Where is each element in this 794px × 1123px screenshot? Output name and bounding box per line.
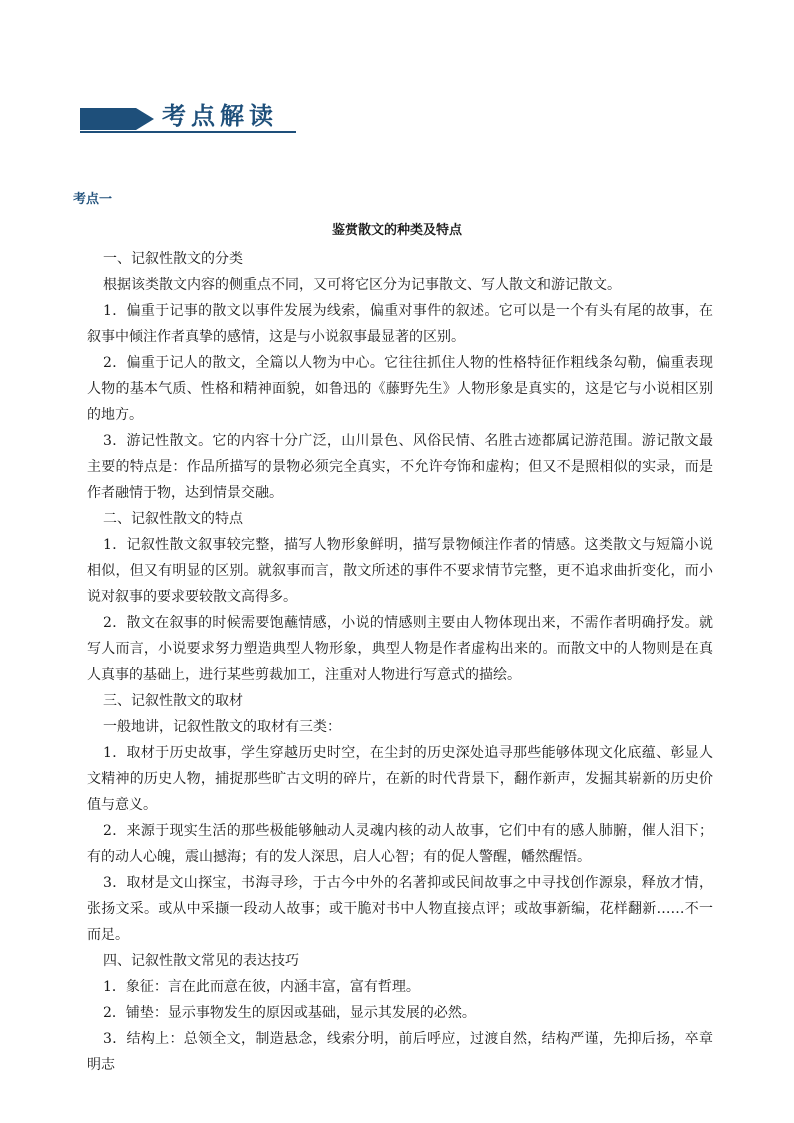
document-title: 鉴赏散文的种类及特点	[331, 223, 462, 238]
paragraph: 3．取材是文山探宝，书海寻珍，于古今中外的名著抑或民间故事之中寻找创作源泉，释放才情，张扬文采。或从中采撷一段动人故事；或干脆对书中人物直接点评；或故事新编，花样翻新……不一而足。	[87, 875, 713, 943]
paragraph: 2．来源于现实生活的那些极能够触动人灵魂内核的动人故事，它们中有的感人肺腑，催人泪下；有的动人心魄，震山撼海；有的发人深思，启人心智；有的促人警醒，幡然醒悟。	[87, 823, 713, 865]
paragraph: 根据该类散文内容的侧重点不同，又可将它区分为记事散文、写人散文和游记散文。	[103, 277, 621, 293]
paragraph: 1．记叙性散文叙事较完整，描写人物形象鲜明，描写景物倾注作者的情感。这类散文与短篇小说相似，但又有明显的区别。就叙事而言，散文所述的事件不要求情节完整，更不追求曲折变化，而小说对叙事的要求要较散文高得多。	[87, 537, 713, 605]
document-body	[87, 246, 713, 1078]
section-heading-2: 二、记叙性散文的特点	[103, 511, 243, 527]
banner-arrow	[136, 108, 154, 130]
paragraph: 3．结构上：总领全文，制造悬念，线索分明，前后呼应，过渡自然，结构严谨，先抑后扬，卒章明志	[87, 1031, 713, 1073]
paragraph: 1．取材于历史故事，学生穿越历史时空，在尘封的历史深处追寻那些能够体现文化底蕴、彰显人文精神的历史人物，捕捉那些旷古文明的碎片，在新的时代背景下，翻作新声，发掘其崭新的历史价值与意义。	[87, 745, 713, 813]
paragraph: 3．游记性散文。它的内容十分广泛，山川景色、风俗民情、名胜古迹都属记游范围。游记散文最主要的特点是：作品所描写的景物必须完全真实，不允许夸饰和虚构；但又不是照相似的实录，而是作者融情于物，达到情景交融。	[87, 433, 713, 501]
section-banner	[80, 98, 296, 136]
paragraph: 2．铺垫：显示事物发生的原因或基础，显示其发展的必然。	[103, 1005, 476, 1021]
paragraph: 1．偏重于记事的散文以事件发展为线索，偏重对事件的叙述。它可以是一个有头有尾的故事，在叙事中倾注作者真挚的感情，这是与小说叙事最显著的区别。	[87, 303, 713, 345]
topic-label: 考点一	[73, 192, 113, 207]
paragraph: 2．散文在叙事的时候需要饱蘸情感，小说的情感则主要由人物体现出来，不需作者明确抒发。就写人而言，小说要求努力塑造典型人物形象，典型人物是作者虚构出来的。而散文中的人物则是在真人真事的基础上，进行某些剪裁加工，注重对人物进行写意式的描绘。	[87, 615, 713, 683]
paragraph: 1．象征：言在此而意在彼，内涵丰富，富有哲理。	[103, 979, 420, 995]
banner-title: 考点解读	[162, 101, 278, 130]
section-heading-1: 一、记叙性散文的分类	[103, 251, 243, 267]
section-heading-4: 四、记叙性散文常见的表达技巧	[103, 953, 299, 969]
banner-underline	[80, 131, 296, 133]
section-heading-3: 三、记叙性散文的取材	[103, 693, 243, 709]
paragraph: 2．偏重于记人的散文，全篇以人物为中心。它往往抓住人物的性格特征作粗线条勾勒，偏重表现人物的基本气质、性格和精神面貌，如鲁迅的《藤野先生》人物形象是真实的，这是它与小说相区别的地方。	[87, 355, 713, 423]
paragraph: 一般地讲，记叙性散文的取材有三类：	[103, 719, 341, 735]
banner-bar	[80, 108, 136, 130]
